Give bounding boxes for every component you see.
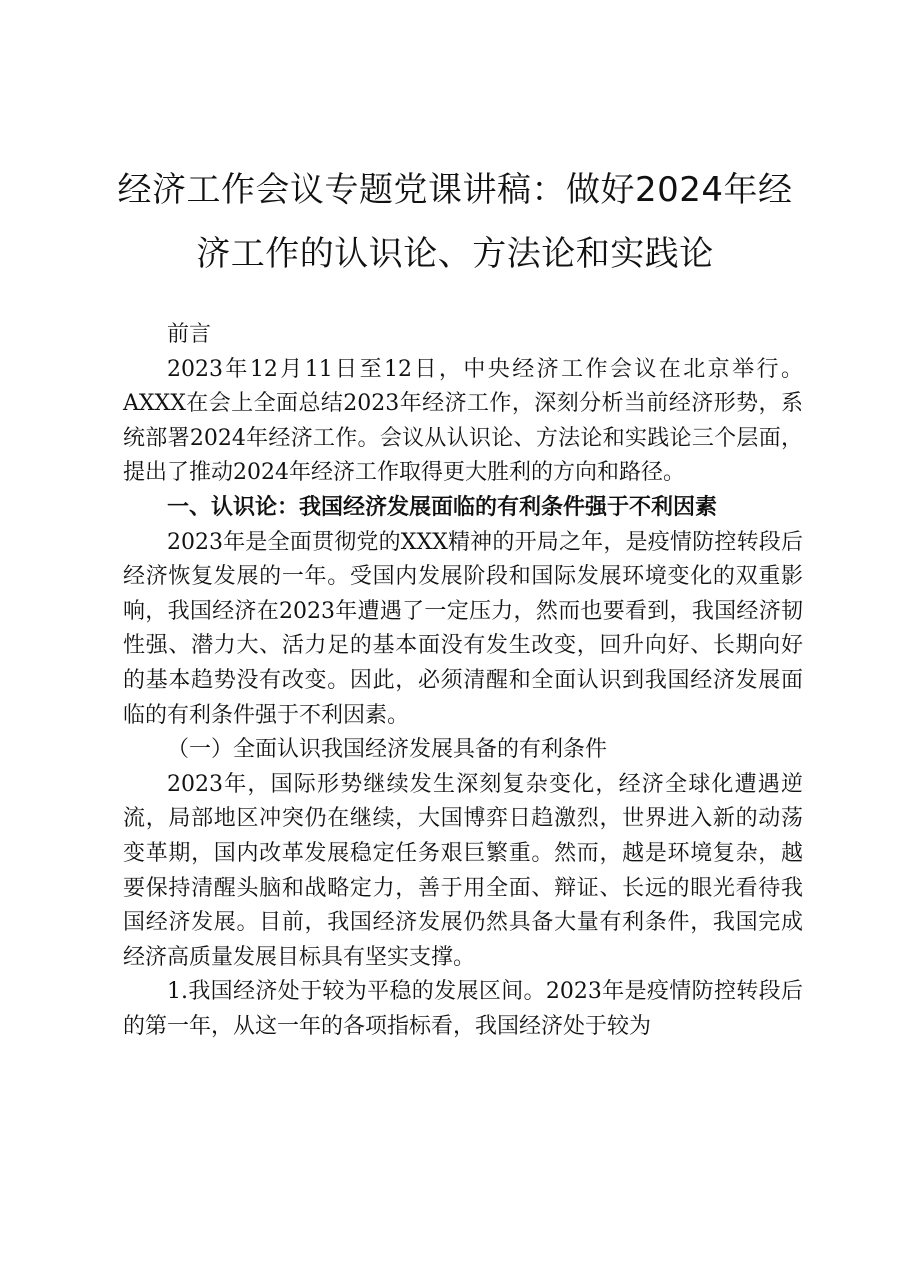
document-title: 经济工作会议专题党课讲稿：做好2024年经济工作的认识论、方法论和实践论 <box>117 170 793 274</box>
paragraph: 1.我国经济处于较为平稳的发展区间。2023年是疫情防控转段后的第一年，从这一年的各项指标看，我国经济处于较为 <box>123 979 803 1039</box>
subsection-heading: （一）全面认识我国经济发展具备的有利条件 <box>167 737 608 763</box>
paragraph: 2023年12月11日至12日，中央经济工作会议在北京举行。AXXX在会上全面总结2023年经济工作，深刻分析当前经济形势，系统部署2024年经济工作。会议从认识论、方法论和实践论三个层面，提出了推动2024年经济工作取得更大胜利的方向和路径。 <box>123 356 803 486</box>
document-body <box>123 318 803 1044</box>
paragraph: 2023年，国际形势继续发生深刻复杂变化，经济全球化遭遇逆流，局部地区冲突仍在继续，大国博弈日趋激烈，世界进入新的动荡变革期，国内改革发展稳定任务艰巨繁重。然而，越是环境复杂，越要保持清醒头脑和战略定力，善于用全面、辩证、长远的眼光看待我国经济发展。目前，我国经济发展仍然具备大量有利条件，我国完成经济高质量发展目标具有坚实支撑。 <box>123 771 803 970</box>
paragraph: 2023年是全面贯彻党的XXX精神的开局之年，是疫情防控转段后经济恢复发展的一年。受国内发展阶段和国际发展环境变化的双重影响，我国经济在2023年遭遇了一定压力，然而也要看到，我国经济韧性强、潜力大、活力足的基本面没有发生改变，回升向好、长期向好的基本趋势没有改变。因此，必须清醒和全面认识到我国经济发展面临的有利条件强于不利因素。 <box>123 529 803 728</box>
section-label-preface: 前言 <box>167 322 212 347</box>
section-heading: 一、认识论：我国经济发展面临的有利条件强于不利因素 <box>167 494 718 520</box>
